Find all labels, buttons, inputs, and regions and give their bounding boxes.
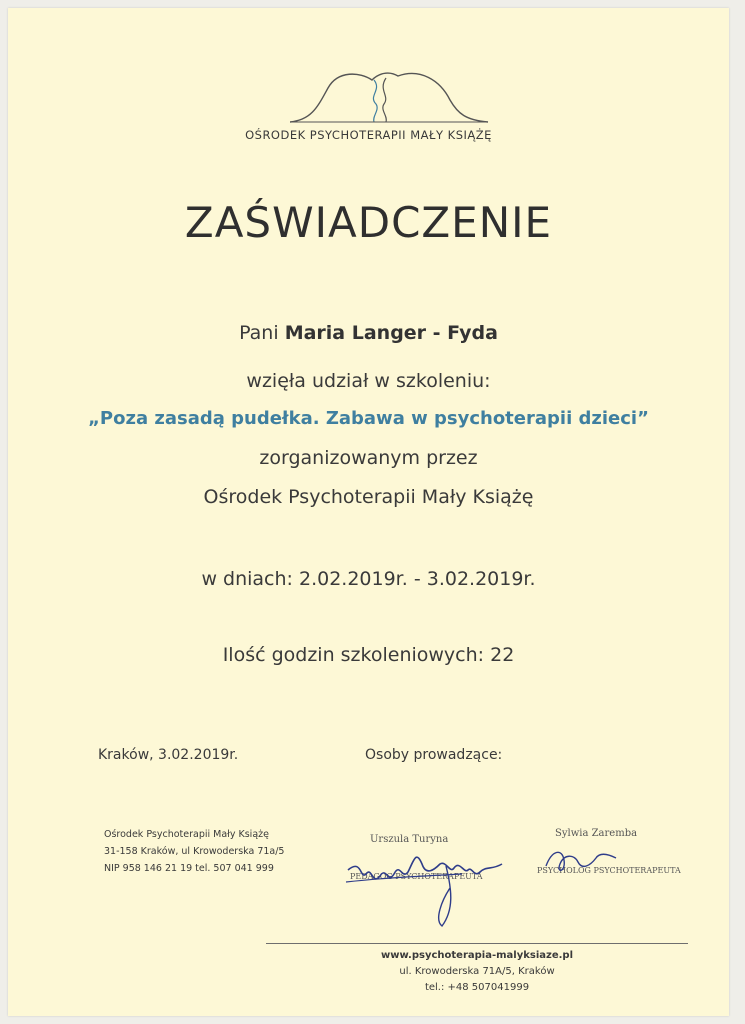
place-date: Kraków, 3.02.2019r. bbox=[98, 747, 239, 763]
leaders-label: Osoby prowadzące: bbox=[365, 747, 503, 763]
handwritten-signature-2-icon bbox=[542, 840, 622, 880]
footer-divider bbox=[266, 943, 688, 944]
signature-stamp-name-1: Urszula Turyna bbox=[370, 834, 449, 845]
recipient-line bbox=[8, 322, 729, 344]
participation-line: wzięła udział w szkoleniu: bbox=[246, 370, 491, 392]
handwritten-signature-1-icon bbox=[342, 830, 512, 930]
footer-website: www.psychoterapia-malyksiaze.pl bbox=[380, 950, 574, 961]
signature-stamp-name-2: Sylwia Zaremba bbox=[555, 828, 638, 839]
page-title: ZAŚWIADCZENIE bbox=[184, 198, 553, 247]
recipient-name: Maria Langer - Fyda bbox=[284, 322, 498, 344]
recipient-prefix: Pani bbox=[239, 322, 279, 344]
logo-text: OŚRODEK PSYCHOTERAPII MAŁY KSIĄŻĘ bbox=[245, 128, 492, 142]
stamp-line-1: Ośrodek Psychoterapii Mały Książę bbox=[104, 829, 269, 840]
organizer-name: Ośrodek Psychoterapii Mały Książę bbox=[203, 486, 534, 508]
little-prince-logo-icon bbox=[290, 66, 490, 128]
certificate-sheet bbox=[8, 8, 729, 1016]
footer-address: ul. Krowoderska 71A/5, Kraków bbox=[399, 966, 555, 977]
organized-by-label: zorganizowanym przez bbox=[259, 447, 478, 469]
organization-stamp bbox=[104, 826, 284, 877]
signature-stamp-title-2: PSYCHOLOG PSYCHOTERAPEUTA bbox=[537, 866, 681, 875]
hours-line: Ilość godzin szkoleniowych: 22 bbox=[222, 644, 515, 666]
course-title: „Poza zasadą pudełka. Zabawa w psychoterapii dzieci” bbox=[88, 408, 649, 429]
stamp-line-3: NIP 958 146 21 19 tel. 507 041 999 bbox=[104, 863, 274, 874]
stamp-line-2: 31-158 Kraków, ul Krowoderska 71a/5 bbox=[104, 846, 285, 857]
dates-line: w dniach: 2.02.2019r. - 3.02.2019r. bbox=[201, 568, 536, 590]
footer-phone: tel.: +48 507041999 bbox=[424, 982, 530, 993]
signature-stamp-title-1: PEDAGOG PSYCHOTERAPEUTA bbox=[350, 872, 483, 881]
